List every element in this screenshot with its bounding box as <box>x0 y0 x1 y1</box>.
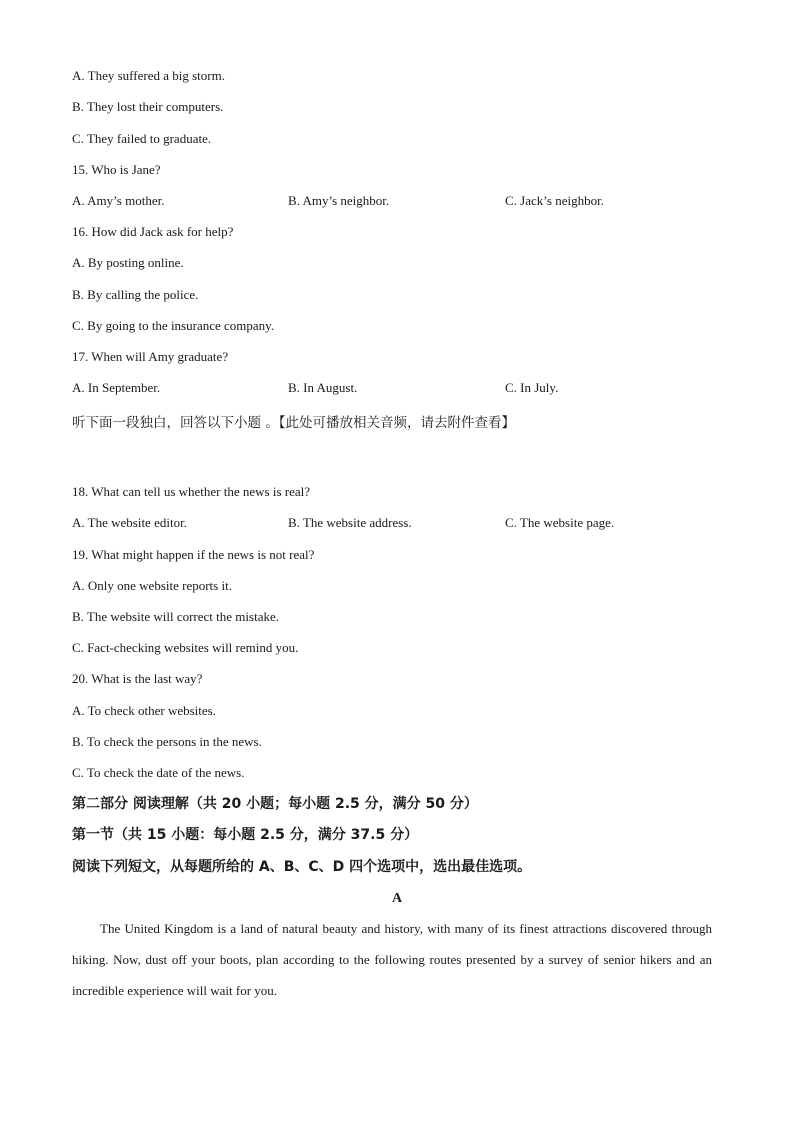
passage-label: A <box>391 891 403 906</box>
q19-option-b: B. The website will correct the mistake. <box>72 609 279 624</box>
q15-options <box>72 193 732 209</box>
q18-option-a: A. The website editor. <box>72 515 187 530</box>
passage-paragraph: The United Kingdom is a land of natural beauty and history, with many of its finest attractions discovered through hiking. Now, dust off your boots, plan according to the following routes presented by a survey of senior hikers and an incredible experience will wait for you. <box>72 921 712 998</box>
q16-option-a: A. By posting online. <box>72 255 184 270</box>
q19-option-a: A. Only one website reports it. <box>72 578 232 593</box>
q16-option-c: C. By going to the insurance company. <box>72 318 275 333</box>
part2-heading: 第二部分 阅读理解（共 20 小题；每小题 2.5 分，满分 50 分） <box>72 796 478 812</box>
q15-question: 15. Who is Jane? <box>72 162 161 177</box>
q18-option-c: C. The website page. <box>505 515 615 530</box>
q19-question: 19. What might happen if the news is not real? <box>72 547 315 562</box>
q19-option-c: C. Fact-checking websites will remind you. <box>72 640 299 655</box>
q17-option-a: A. In September. <box>72 380 161 395</box>
q20-option-c: C. To check the date of the news. <box>72 765 245 780</box>
q16-question: 16. How did Jack ask for help? <box>72 224 234 239</box>
reading-instruction: 阅读下列短文，从每题所给的 A、B、C、D 四个选项中，选出最佳选项。 <box>72 859 532 875</box>
q15-option-b: B. Amy’s neighbor. <box>288 193 390 208</box>
q18-option-b: B. The website address. <box>288 515 412 530</box>
q20-option-a: A. To check other websites. <box>72 703 216 718</box>
q17-options <box>72 380 732 396</box>
q20-option-b: B. To check the persons in the news. <box>72 734 262 749</box>
q17-option-c: C. In July. <box>505 380 559 395</box>
q15-option-a: A. Amy’s mother. <box>72 193 165 208</box>
q16-option-b: B. By calling the police. <box>72 287 199 302</box>
monologue-instruction: 听下面一段独白，回答以下小题 。【此处可播放相关音频，请去附件查看】 <box>72 415 516 431</box>
q17-question: 17. When will Amy graduate? <box>72 349 229 364</box>
q14-option-b: B. They lost their computers. <box>72 99 224 114</box>
q18-options <box>72 515 732 531</box>
q15-option-c: C. Jack’s neighbor. <box>505 193 604 208</box>
q17-option-b: B. In August. <box>288 380 358 395</box>
q20-question: 20. What is the last way? <box>72 671 203 686</box>
section1-heading: 第一节（共 15 小题：每小题 2.5 分，满分 37.5 分） <box>72 827 419 843</box>
q18-question: 18. What can tell us whether the news is real? <box>72 484 311 499</box>
q14-option-a: A. They suffered a big storm. <box>72 68 225 83</box>
q14-option-c: C. They failed to graduate. <box>72 131 212 146</box>
